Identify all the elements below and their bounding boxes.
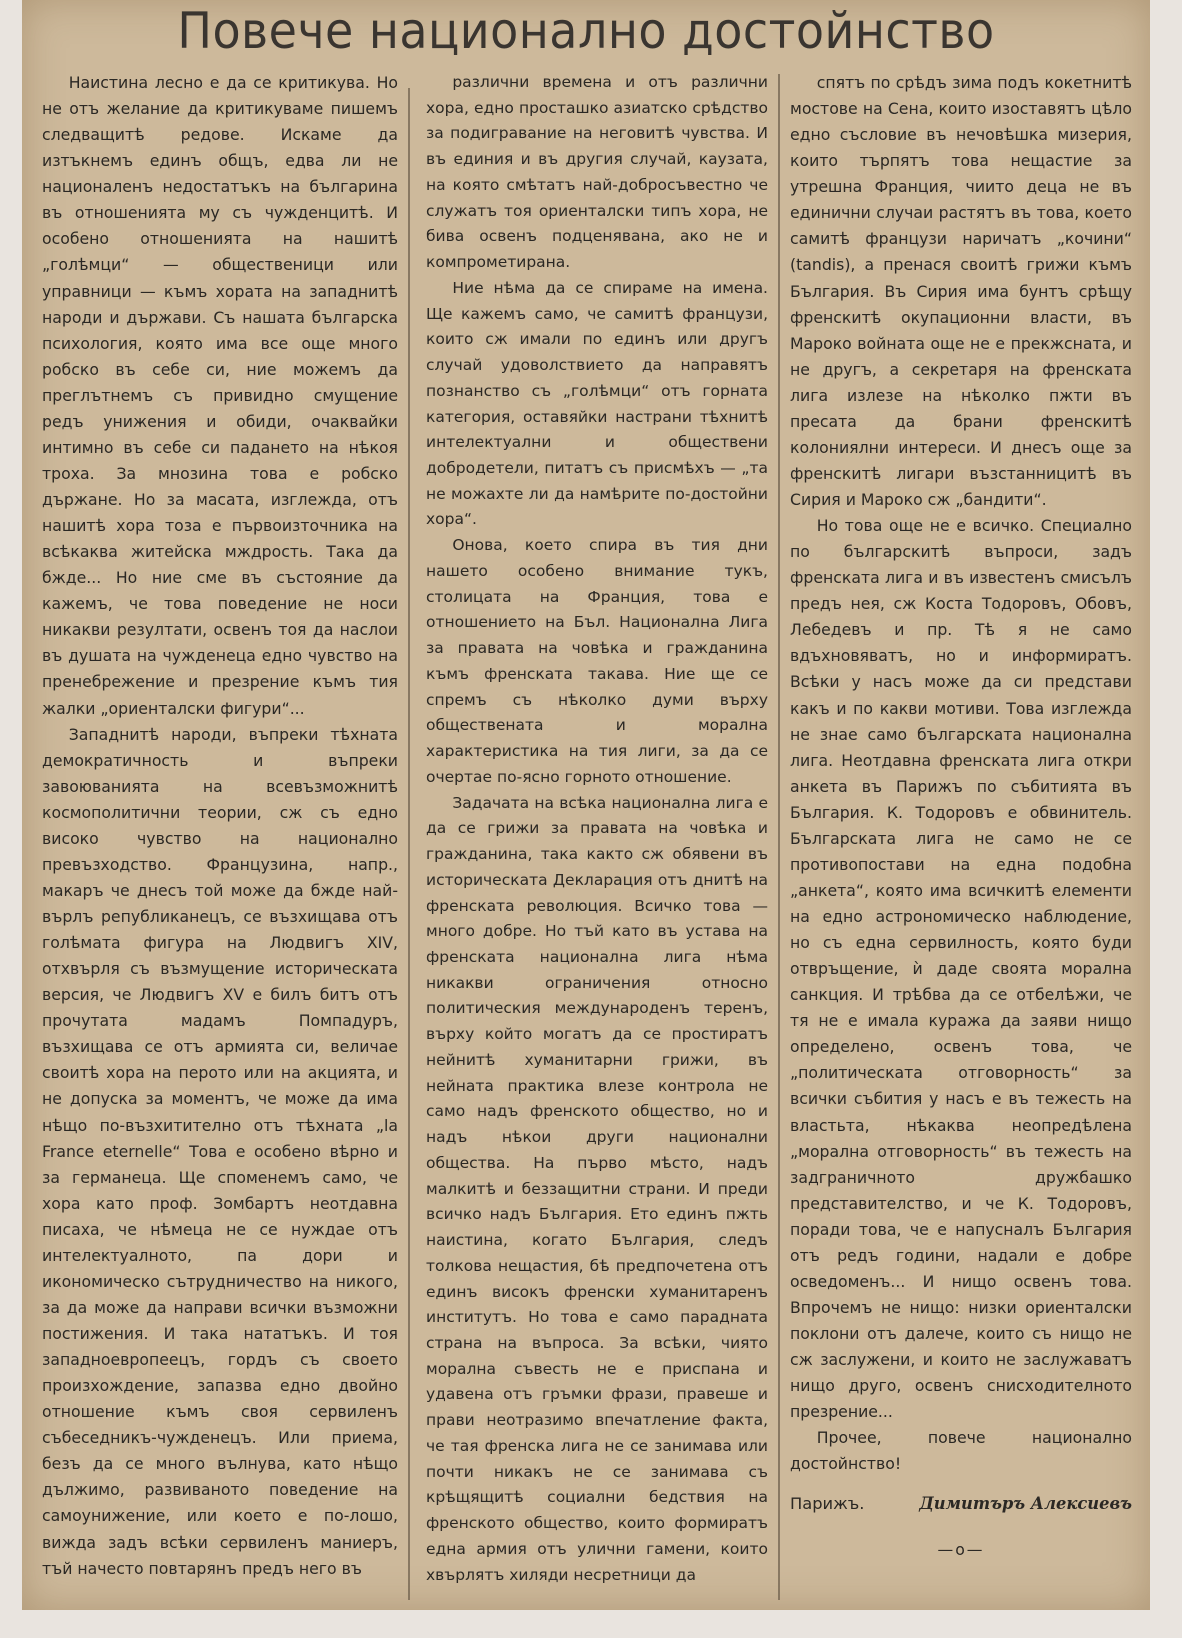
paragraph: Но това още не е всичко. Специално по българскитѣ въпроси, задъ френската лига и въ известенъ смисълъ предъ нея, сж Коста Тодоровъ, Обовъ, Лебедевъ и пр. Тѣ я не само вдъхновяватъ, но и информиратъ. Всѣки у насъ може да си представи какъ и по какви мотиви. Това изглежда не знае само българската национална лига. Неотдавна френската лига откри анкета въ Парижъ по събитията въ България. К. Тодоровъ е обвинитель. Българската лига не само не се противопостави на една подобна „анкета“, която има всичкитѣ елементи на едно астрономическо наблюдение, но съ една сервилность, която буди отвръщение, ѝ даде своята морална санкция. И трѣбва да се отбелѣжи, че тя не е имала куража да заяви нищо определено, освенъ това, че „политическата отговорность“ за всички събития у насъ е въ тежесть на властьта, нѣкаква неопредѣлена „морална отговорность“ въ тежесть на задграничното дружбашко представителство, и че К. Тодоровъ, поради това, че е напусналъ България отъ редъ години, надали е добре осведоменъ... И нищо освенъ това. Впрочемъ не нищо: низки ориенталски поклони отъ далече, които съ нищо не сж заслужени, и които не заслужаватъ нищо друго, освенъ снисходителното презрение...	[790, 516, 1132, 1422]
article-headline: Повече национално достойнство	[177, 2, 995, 60]
signature	[790, 1491, 1132, 1517]
column-divider-2	[778, 74, 780, 1600]
paragraph: Задачата на всѣка национална лига е да се грижи за правата на човѣка и гражданина, така както сж обявени въ историческата Декларация отъ днитѣ на френската революция. Всичко това — много добре. Но тъй като въ устава на френската национална лига нѣма никакви ограничения относно политическия международенъ теренъ, върху който могатъ да се простиратъ нейнитѣ хуманитарни грижи, въ нейната практика влезе контрола не само надъ френското общество, но и надъ нѣкои други национални общества. На първо мѣсто, надъ малкитѣ и беззащитни страни. И преди всичко надъ България. Ето единъ пжть наистина, когато България, следъ толкова нещастия, бѣ предпочетена отъ единъ високъ френски хуманитаренъ институтъ. Но това е само парадната страна на въпроса. За всѣки, чиято морална съвесть не е приспана и удавена отъ гръмки фрази, правеше и прави неотразимо впечатление факта, че тая френска лига не се занимава или почти никакъ не се занимава съ крѣщящитѣ социални бедствия на френското общество, които формиратъ една армия отъ улични гамени, които хвърлятъ хиляди несретници да	[426, 793, 768, 1584]
article-column-2	[426, 70, 768, 1588]
newspaper-clipping	[22, 0, 1150, 1610]
paragraph: Ние нѣма да се спираме на имена. Ще кажемъ само, че самитѣ французи, които сж имали по единъ или другъ случай удоволствието да направятъ познанство съ „голѣмци“ отъ горната категория, оставяйки настрани тѣхнитѣ интелектуални и обществени добродетели, питатъ съ присмѣхъ — „та не можахте ли да намѣрите по-достойни хора“.	[426, 278, 768, 529]
paragraph: Наистина лесно е да се критикува. Но не отъ желание да критикуваме пишемъ следващитѣ редове. Искаме да изтъкнемъ единъ общъ, едва ли не националенъ недостатъкъ на българина въ отношенията му съ чужденцитѣ. И особено отношенията на нашитѣ „голѣмци“ — общественици или управници — къмъ хората на западнитѣ народи и държави. Съ нашата българска психология, която има все още много робско въ себе си, ние можемъ да преглътнемъ съ привидно смущение редъ унижения и обиди, очаквайки интимно въ себе си падането на нѣкоя троха. За мнозина това е робско държане. Но за масата, изглежда, отъ нашитѣ хора тоза е първоизточника на всѣкаква житейска мждрость. Така да бжде... Но ние сме въ състояние да кажемъ, че това поведение не носи никакви резултати, освенъ тоя да наслои въ душата на чужденеца едно чувство на пренебрежение и презрение къмъ тия жалки „ориенталски фигури“...	[42, 73, 398, 718]
paragraph: Западнитѣ народи, въпреки тѣхната демократичность и въпреки завоюванията на всевъзможнитѣ космополитични теории, сж съ едно високо чувство на национално превъзходство. Французина, напр., макаръ че днесъ той може да бжде най-върлъ републиканецъ, се възхищава отъ голѣмата фигура на Людвигъ XIV, отхвърля съ възмущение историческата версия, че Людвигъ XV е билъ битъ отъ прочутата мадамъ Помпадуръ, възхищава се отъ армията си, величае своитѣ хора на перото или на акцията, и не допуска за моментъ, че може да има нѣщо по-възхитително отъ тѣхната „la France eternelle“ Това е особено вѣрно и за германеца. Ще споменемъ само, че хора като проф. Зомбартъ неотдавна писаха, че нѣмеца не се нуждае отъ интелектуалното, па дори и икономическо сътрудничество на никого, за да може да направи всички възможни постижения. И така нататъкъ. И тоя западноевропеецъ, гордъ съ своето произхождение, запазва едно двойно отношение къмъ своя сервиленъ събеседникъ-чужденецъ. Или приема, безъ да се много вълнува, като нѣщо дължимо, развиваното поведение на самоунижение, или което е по-лошо, вижда задъ всѣки сервиленъ маниеръ, тъй начесто повтарянъ предъ него въ	[42, 724, 398, 1578]
paragraph: различни времена и отъ различни хора, едно просташко азиатско срѣдство за подигравание на неговитѣ чувства. И въ единия и въ другия случай, каузата, на която смѣтатъ най-добросъвестно че служатъ тоя ориенталски типъ хора, не бива освенъ подценявана, ако не и компрометирана.	[426, 73, 768, 272]
end-ornament: —o—	[937, 1540, 985, 1560]
article-column-3	[790, 70, 1132, 1564]
paragraph: Онова, което спира въ тия дни нашето особено внимание тукъ, столицата на Франция, това е отношението на Бъл. Национална Лига за правата на човѣка и гражданина къмъ френската такава. Ние ще се спремъ съ нѣколко думи върху обществената и морална характеристика на тия лиги, за да се очертае по-ясно горното отношение.	[426, 536, 768, 786]
article-column-1	[42, 70, 398, 1582]
paragraph: спятъ по срѣдъ зима подъ кокетнитѣ мостове на Сена, които изоставятъ цѣло едно съсловие въ нечовѣшка мизерия, които търпятъ това нещастие за утрешна Франция, чиито деца не въ единични случаи растятъ въ това, което самитѣ французи наричатъ „кочини“ (tandis), а пренася своитѣ грижи къмъ България. Въ Сирия има бунтъ срѣщу френскитѣ окупационни власти, въ Мароко войната още не е прекжсната, и не другъ, а секретаря на френската лига излезе на нѣколко пжти въ пресата да брани френскитѣ колониялни интереси. И днесъ още за френскитѣ лигари възстанницитѣ въ Сирия и Мароко сж „бандити“.	[790, 73, 1132, 509]
column-divider-1	[408, 88, 410, 1600]
signature-place: Парижъ.	[790, 1494, 865, 1514]
signature-author: Димитъръ Алексиевъ	[919, 1494, 1132, 1514]
closing-line: Прочее, повече национално достойнство!	[790, 1428, 1132, 1474]
